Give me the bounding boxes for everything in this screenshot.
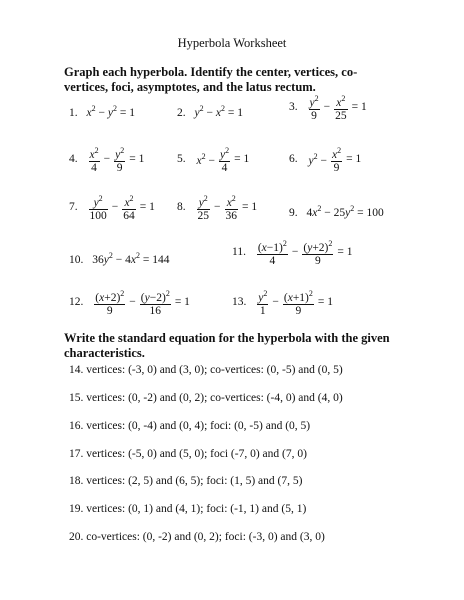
problem-1: 1. $x^2 - y^2 = 1$ [69,104,135,119]
problem-9: 9. $4x^2 - 25y^2 = 100$ [289,204,384,219]
problem-10: 10. $36y^2 - 4x^2 = 144$ [69,251,170,266]
problem-19: 19. vertices: (0, 1) and (4, 1); foci: (-1, 1) and (5, 1) [69,503,307,515]
problem-17: 17. vertices: (-5, 0) and (5, 0); foci (-7, 0) and (7, 0) [69,448,307,460]
problem-20: 20. co-vertices: (0, -2) and (0, 2); foci: (-3, 0) and (3, 0) [69,531,325,543]
page-title: Hyperbola Worksheet [177,36,287,50]
problem-12: 12. $\frac{(x+2)^2}{9}$ − $\frac{(y-2)^2}{16}$ = 1 [69,289,190,317]
problem-16: 16. vertices: (0, -4) and (0, 4); foci: (0, -5) and (0, 5) [69,420,311,432]
problem-3: 3. $\frac{y^2}{9}$ − $\frac{x^2}{25}$ = 1 [289,94,367,122]
problem-6: 6. $y^2$ − $\frac{x^2}{9}$ = 1 [289,146,362,174]
problem-5: 5. $x^2$ − $\frac{y^2}{4}$ = 1 [177,146,250,174]
problem-8: 8. $\frac{y^2}{25}$ − $\frac{x^2}{36}$ = 1 [177,194,258,222]
standard-equation-instructions: Write the standard equation for the hyperbola with the given characteristics. [64,331,390,360]
problem-13: 13. $\frac{y^2}{1}$ − $\frac{(x+1)^2}{9}$ = 1 [232,289,334,317]
problem-14: 14. vertices: (-3, 0) and (3, 0); co-vertices: (0, -5) and (0, 5) [69,364,343,376]
problem-2: 2. $y^2 - x^2 = 1$ [177,104,243,119]
problem-4: 4. $\frac{x^2}{4}$ − $\frac{y^2}{9}$ = 1 [69,146,145,174]
problem-15: 15. vertices: (0, -2) and (0, 2); co-vertices: (-4, 0) and (4, 0) [69,392,343,404]
problem-11: 11. $\frac{(x-1)^2}{4}$ − $\frac{(y+2)^2}{9}$ = 1 [232,239,353,267]
graph-instructions: Graph each hyperbola. Identify the center, vertices, co-vertices, foci, asymptotes, and the latus rectum. [64,65,358,94]
problem-7: 7. $\frac{y^2}{100}$ − $\frac{x^2}{64}$ = 1 [69,194,155,222]
problem-18: 18. vertices: (2, 5) and (6, 5); foci: (1, 5) and (7, 5) [69,475,303,487]
